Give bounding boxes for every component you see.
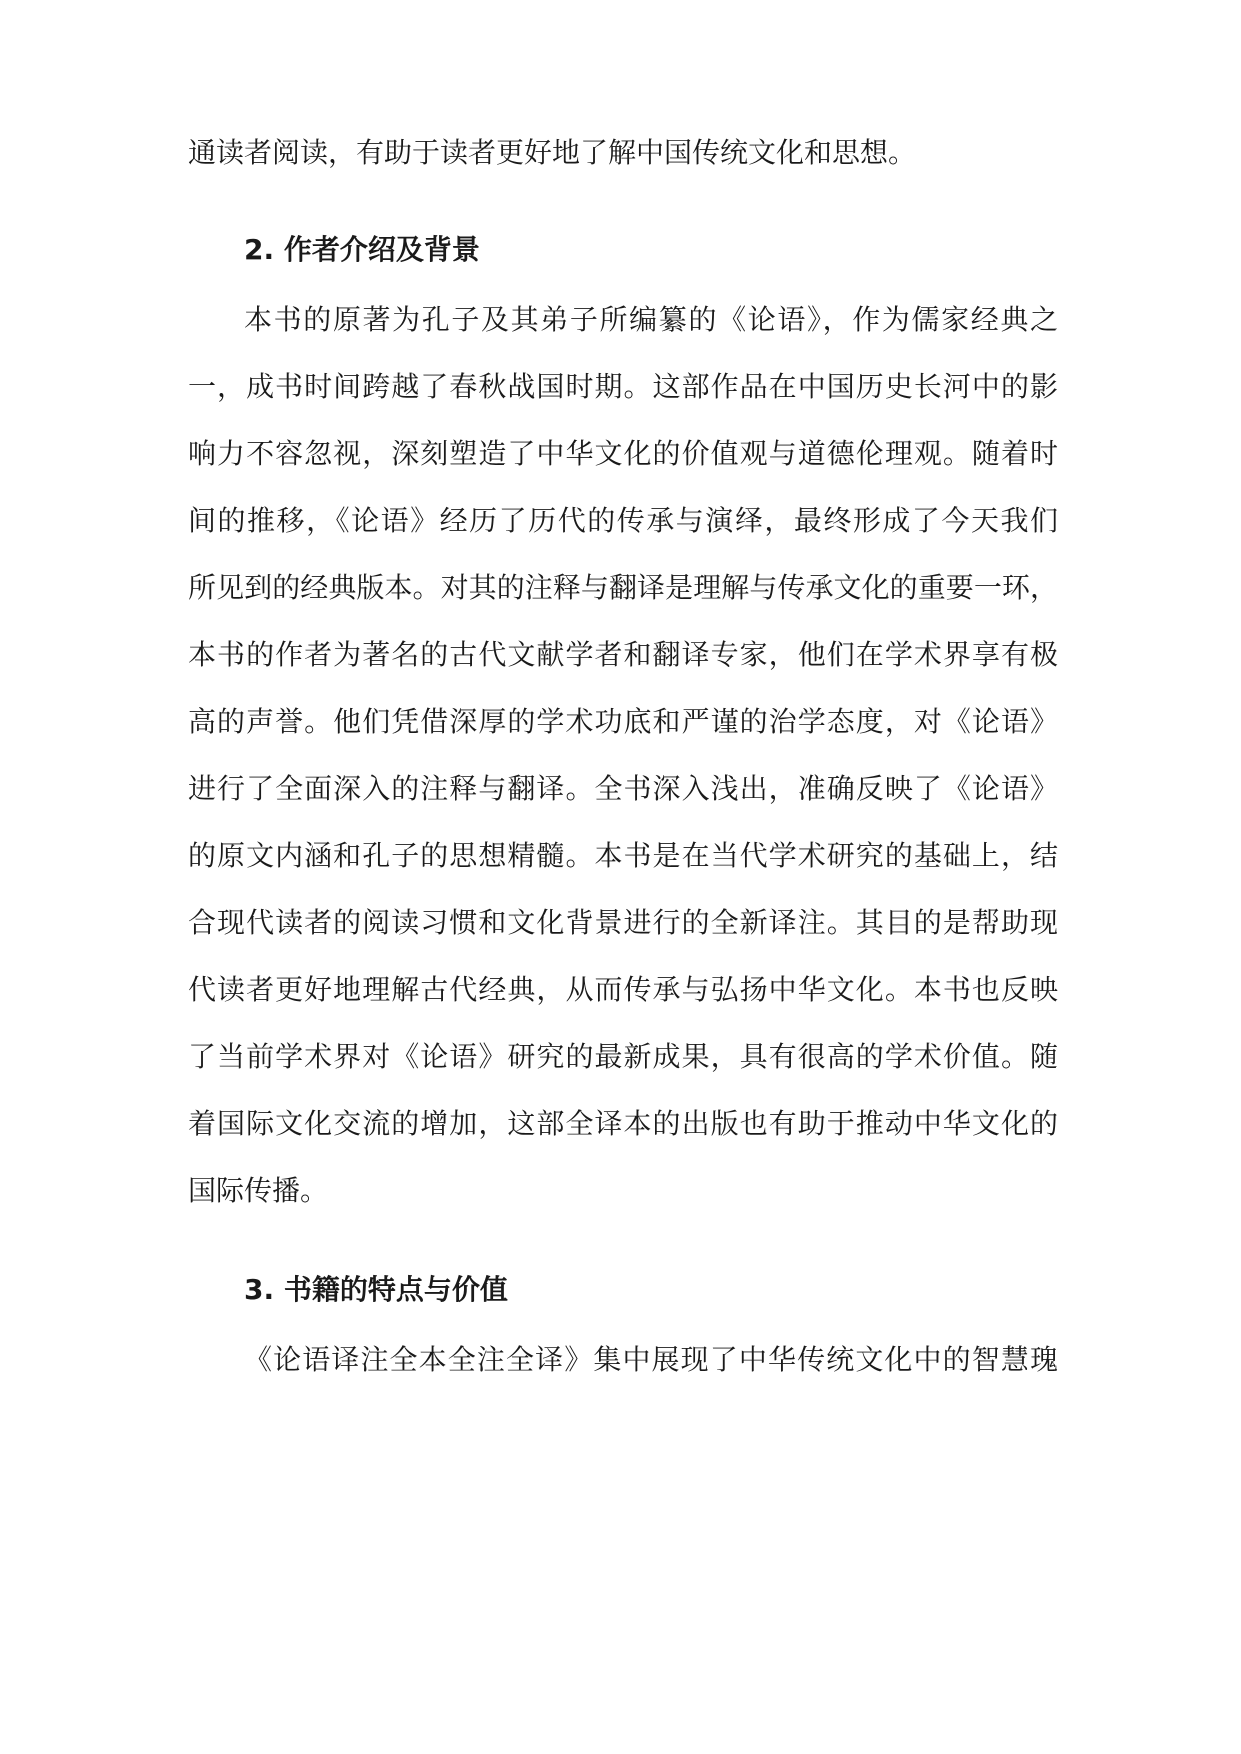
paragraph-line: 着国际文化交流的增加，这部全译本的出版也有助于推动中华文化的 bbox=[188, 1107, 1058, 1140]
section-heading-features-value: 3. 书籍的特点与价值 bbox=[244, 1273, 508, 1306]
paragraph-line: 的原文内涵和孔子的思想精髓。本书是在当代学术研究的基础上，结 bbox=[188, 839, 1058, 872]
paragraph-line: 进行了全面深入的注释与翻译。全书深入浅出，准确反映了《论语》 bbox=[188, 772, 1058, 805]
paragraph-line: 合现代读者的阅读习惯和文化背景进行的全新译注。其目的是帮助现 bbox=[188, 906, 1058, 939]
paragraph-line: 间的推移，《论语》经历了历代的传承与演绎，最终形成了今天我们 bbox=[188, 504, 1058, 537]
paragraph-line: 代读者更好地理解古代经典，从而传承与弘扬中华文化。本书也反映 bbox=[188, 973, 1058, 1006]
paragraph-line: 所见到的经典版本。对其的注释与翻译是理解与传承文化的重要一环， bbox=[188, 571, 1058, 604]
paragraph-line: 《论语译注全本全注全译》集中展现了中华传统文化中的智慧瑰 bbox=[244, 1343, 1058, 1376]
paragraph-line: 一，成书时间跨越了春秋战国时期。这部作品在中国历史长河中的影 bbox=[188, 370, 1058, 403]
paragraph-line: 本书的作者为著名的古代文献学者和翻译专家，他们在学术界享有极 bbox=[188, 638, 1058, 671]
section-heading-author-background: 2. 作者介绍及背景 bbox=[244, 233, 480, 266]
paragraph-line: 了当前学术界对《论语》研究的最新成果，具有很高的学术价值。随 bbox=[188, 1040, 1058, 1073]
paragraph-line: 国际传播。 bbox=[188, 1174, 329, 1207]
paragraph-line: 高的声誉。他们凭借深厚的学术功底和严谨的治学态度，对《论语》 bbox=[188, 705, 1058, 738]
paragraph-line: 本书的原著为孔子及其弟子所编纂的《论语》，作为儒家经典之 bbox=[244, 303, 1058, 336]
paragraph-line-intro-tail: 通读者阅读，有助于读者更好地了解中国传统文化和思想。 bbox=[188, 136, 917, 169]
paragraph-line: 响力不容忽视，深刻塑造了中华文化的价值观与道德伦理观。随着时 bbox=[188, 437, 1058, 470]
